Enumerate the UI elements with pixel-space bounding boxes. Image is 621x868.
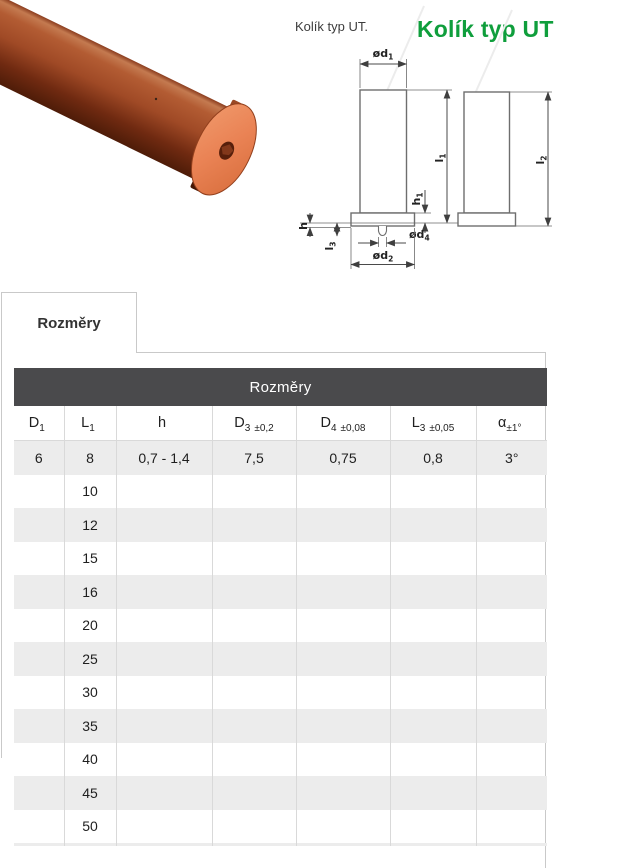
table-cell	[476, 776, 547, 810]
table-cell	[116, 575, 212, 609]
table-cell: 20	[64, 609, 116, 643]
surface-dot	[155, 98, 157, 100]
table-cell: 40	[64, 743, 116, 777]
table-cell	[296, 575, 390, 609]
table-row	[14, 441, 547, 475]
table-cell	[116, 609, 212, 643]
right-pin-view	[458, 92, 516, 226]
table-cell	[296, 810, 390, 844]
table-cell	[14, 508, 64, 542]
panel-border-top	[135, 352, 546, 353]
table-cell	[212, 475, 296, 509]
table-cell	[390, 810, 476, 844]
table-cell	[212, 743, 296, 777]
table-cell: 35	[64, 709, 116, 743]
table-cell	[14, 575, 64, 609]
table-cell	[212, 609, 296, 643]
table-cell	[212, 642, 296, 676]
watermark-line	[470, 10, 512, 105]
table-cell	[116, 676, 212, 710]
table-row	[14, 810, 547, 844]
table-cell	[296, 776, 390, 810]
table-row	[14, 575, 547, 609]
table-row	[14, 609, 547, 643]
table-cell	[64, 843, 116, 846]
table-cell	[296, 475, 390, 509]
table-cell	[14, 843, 64, 846]
table-row	[14, 709, 547, 743]
table-cell	[212, 676, 296, 710]
column-header-D4: $D_4$ $_{\pm 0,08}$	[296, 406, 390, 441]
column-header-h: h	[116, 406, 212, 441]
page-title: Kolík typ UT	[417, 16, 554, 42]
table-cell	[116, 508, 212, 542]
column-header-D3: $D_3$ $_{\pm 0,2}$	[212, 406, 296, 441]
column-header-D1: $D_1$	[14, 406, 64, 441]
table-cell	[14, 709, 64, 743]
table-cell	[296, 642, 390, 676]
table-cell	[296, 508, 390, 542]
table-cell	[116, 542, 212, 576]
table-row	[14, 475, 547, 509]
table-cell	[212, 843, 296, 846]
column-header-L1: $L_1$	[64, 406, 116, 441]
tab-rozmery-label: Rozměry	[37, 314, 101, 332]
table-cell	[476, 609, 547, 643]
dim-label-l1: $l_1$	[433, 153, 448, 163]
table-cell	[296, 843, 390, 846]
table-title: Rozměry	[249, 378, 312, 396]
dim-label-l3: $l_3$	[323, 241, 338, 251]
left-pin-view	[351, 90, 415, 236]
table-cell: 0,75	[296, 441, 390, 475]
table-cell	[116, 743, 212, 777]
table-cell: 30	[64, 676, 116, 710]
table-cell	[390, 508, 476, 542]
dim-label-h1: $h_1$	[410, 192, 425, 206]
table-cell	[14, 609, 64, 643]
table-cell: 12	[64, 508, 116, 542]
table-cell: 15	[64, 542, 116, 576]
table-cell: 0,7 - 1,4	[116, 441, 212, 475]
table-cell	[212, 542, 296, 576]
table-cell: 16	[64, 575, 116, 609]
table-cell	[14, 776, 64, 810]
dim-label-h: h	[297, 222, 310, 230]
table-cell	[296, 676, 390, 710]
table-cell: 25	[64, 642, 116, 676]
dimensions-table	[14, 368, 547, 846]
product-image-3d	[0, 0, 295, 222]
table-cell	[390, 642, 476, 676]
table-title-band	[14, 368, 547, 406]
table-cell	[390, 709, 476, 743]
table-cell	[14, 810, 64, 844]
table-cell	[116, 475, 212, 509]
column-header-L3: $L_3$ $_{\pm 0,05}$	[390, 406, 476, 441]
dim-label-d4: $ød_4$	[409, 228, 430, 243]
table-cell	[476, 542, 547, 576]
table-cell: 45	[64, 776, 116, 810]
table-cell	[14, 542, 64, 576]
table-cell: 10	[64, 475, 116, 509]
table-cell	[116, 810, 212, 844]
table-cell	[476, 642, 547, 676]
table-cell	[476, 475, 547, 509]
table-cell	[476, 843, 547, 846]
dim-label-l2: $l_2$	[534, 155, 549, 165]
table-cell	[390, 743, 476, 777]
table-cell	[116, 776, 212, 810]
table-cell	[476, 810, 547, 844]
table-row	[14, 843, 547, 846]
table-cell	[14, 743, 64, 777]
table-cell	[116, 642, 212, 676]
table-cell	[390, 542, 476, 576]
table-cell	[390, 843, 476, 846]
table-row	[14, 743, 547, 777]
table-cell	[14, 642, 64, 676]
table-cell	[212, 575, 296, 609]
table-cell: 3°	[476, 441, 547, 475]
technical-drawing	[290, 0, 621, 285]
table-row	[14, 542, 547, 576]
table-cell	[390, 676, 476, 710]
table-cell	[390, 475, 476, 509]
table-header-row	[14, 406, 547, 441]
table-cell	[212, 776, 296, 810]
table-row	[14, 676, 547, 710]
table-cell	[296, 709, 390, 743]
panel-border-left	[1, 352, 2, 758]
drawing-caption: Kolík typ UT.	[295, 19, 368, 34]
table-cell	[390, 575, 476, 609]
table-cell	[476, 575, 547, 609]
table-cell	[296, 743, 390, 777]
table-cell	[390, 609, 476, 643]
table-row	[14, 508, 547, 542]
table-row	[14, 776, 547, 810]
table-cell	[476, 709, 547, 743]
table-cell: 0,8	[390, 441, 476, 475]
column-header-alpha: $\alpha_{\pm 1^\circ}$	[476, 406, 547, 441]
table-cell	[116, 709, 212, 743]
table-cell	[476, 508, 547, 542]
table-cell	[116, 843, 212, 846]
stud-shape	[0, 0, 270, 205]
table-cell	[212, 508, 296, 542]
table-cell	[476, 676, 547, 710]
table-cell	[212, 810, 296, 844]
table-cell	[296, 542, 390, 576]
table-cell: 6	[14, 441, 64, 475]
table-cell	[296, 609, 390, 643]
dim-label-d2: $ød_2$	[372, 249, 394, 264]
table-cell	[390, 776, 476, 810]
table-cell	[212, 709, 296, 743]
tab-rozmery[interactable]	[1, 292, 137, 353]
table-cell	[14, 676, 64, 710]
table-cell: 8	[64, 441, 116, 475]
table-cell: 50	[64, 810, 116, 844]
dim-label-d1: $ød_1$	[372, 47, 394, 62]
table-cell	[476, 743, 547, 777]
table-cell	[14, 475, 64, 509]
table-cell: 7,5	[212, 441, 296, 475]
table-row	[14, 642, 547, 676]
